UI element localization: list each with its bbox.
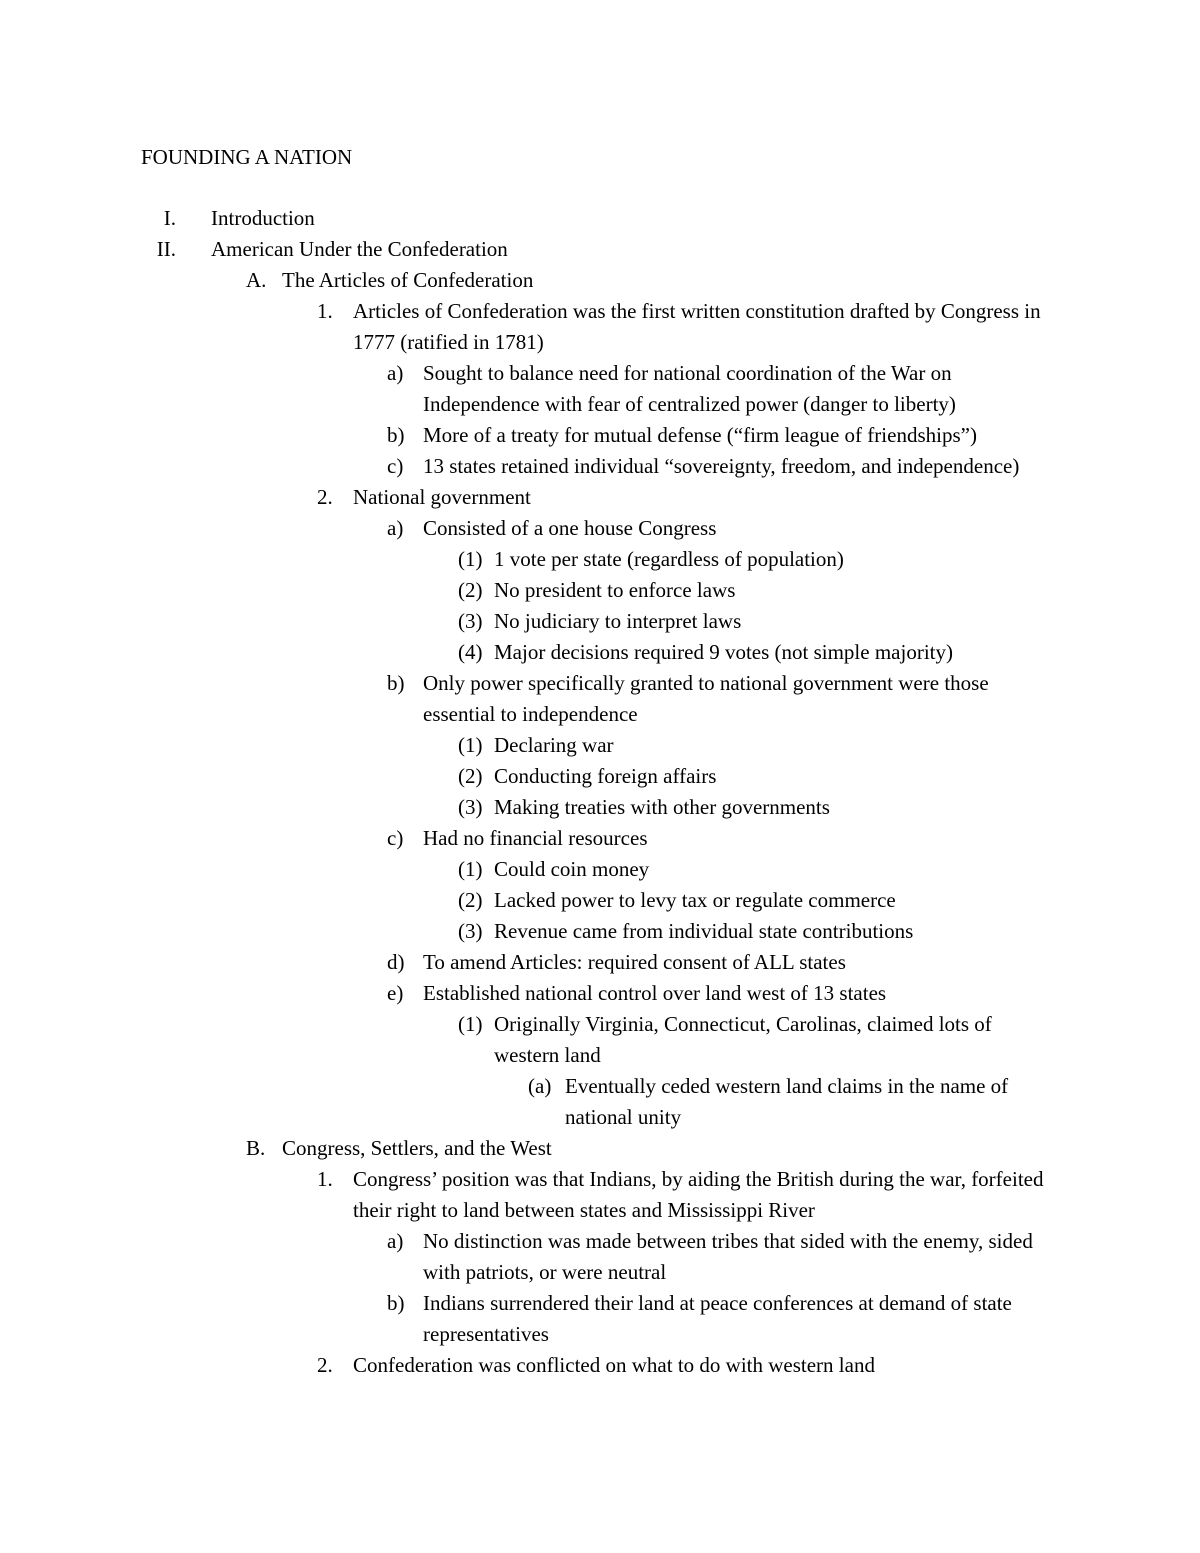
outline-item-level-5 xyxy=(0,730,1200,761)
outline-text: Confederation was conflicted on what to do with western land xyxy=(353,1353,875,1377)
outline-item-level-3 xyxy=(0,482,1200,513)
outline-marker: d) xyxy=(387,950,405,974)
outline-marker: (a) xyxy=(528,1074,552,1098)
outline-item-level-5 xyxy=(0,637,1200,668)
outline-text: 13 states retained individual “sovereignty, freedom, and independence) xyxy=(423,454,1020,478)
outline-item-level-5 xyxy=(0,792,1200,823)
outline-text: No judiciary to interpret laws xyxy=(494,609,742,633)
outline-marker: (2) xyxy=(458,888,483,912)
page-title: FOUNDING A NATION xyxy=(141,145,353,169)
outline-marker: (3) xyxy=(458,795,483,819)
outline-text: The Articles of Confederation xyxy=(282,268,534,292)
outline-marker: 2. xyxy=(317,485,333,509)
outline-text: Conducting foreign affairs xyxy=(494,764,717,788)
outline-item-level-4 xyxy=(0,978,1200,1009)
outline-text: Congress, Settlers, and the West xyxy=(282,1136,552,1160)
outline-item-level-4 xyxy=(0,451,1200,482)
outline-text: To amend Articles: required consent of ALL states xyxy=(423,950,846,974)
outline-text: Major decisions required 9 votes (not simple majority) xyxy=(494,640,953,664)
outline-text: Only power specifically granted to national government were those essential to independence xyxy=(423,671,989,726)
outline-marker: (2) xyxy=(458,764,483,788)
outline-text: Declaring war xyxy=(494,733,614,757)
outline-item-level-5 xyxy=(0,885,1200,916)
outline-marker: b) xyxy=(387,671,405,695)
outline-item-level-5 xyxy=(0,761,1200,792)
outline-text: Sought to balance need for national coordination of the War on Independence with fear of centralized power (danger to liberty) xyxy=(423,361,956,416)
outline-marker: (1) xyxy=(458,733,483,757)
outline-text: Articles of Confederation was the first written constitution drafted by Congress in 1777 (ratified in 1781) xyxy=(353,299,1041,354)
outline-item-level-2 xyxy=(0,1133,1200,1164)
outline-text: Could coin money xyxy=(494,857,650,881)
outline-marker: II. xyxy=(156,237,176,261)
outline-item-level-5 xyxy=(0,1009,1200,1071)
outline-marker: (3) xyxy=(458,609,483,633)
outline-marker: 2. xyxy=(317,1353,333,1377)
outline-text: Originally Virginia, Connecticut, Carolinas, claimed lots of western land xyxy=(494,1012,992,1067)
outline-item-level-4 xyxy=(0,420,1200,451)
outline-marker: (1) xyxy=(458,1012,483,1036)
outline-list xyxy=(0,203,1200,1381)
outline-text: Introduction xyxy=(211,206,315,230)
outline-marker: (1) xyxy=(458,547,483,571)
outline-marker: b) xyxy=(387,1291,405,1315)
outline-marker: 1. xyxy=(317,299,333,323)
outline-text: No distinction was made between tribes that sided with the enemy, sided with patriots, or were neutral xyxy=(423,1229,1033,1284)
outline-text: Established national control over land west of 13 states xyxy=(423,981,887,1005)
outline-marker: (4) xyxy=(458,640,483,664)
outline-item-level-5 xyxy=(0,854,1200,885)
outline-marker: a) xyxy=(387,1229,404,1253)
outline-text: Congress’ position was that Indians, by aiding the British during the war, forfeited their right to land between states and Mississippi River xyxy=(353,1167,1044,1222)
outline-text: Revenue came from individual state contributions xyxy=(494,919,914,943)
outline-marker: 1. xyxy=(317,1167,333,1191)
outline-marker: a) xyxy=(387,516,404,540)
outline-item-level-5 xyxy=(0,575,1200,606)
outline-text: More of a treaty for mutual defense (“firm league of friendships”) xyxy=(423,423,977,447)
outline-item-level-4 xyxy=(0,1226,1200,1288)
outline-item-level-6 xyxy=(0,1071,1200,1133)
outline-text: 1 vote per state (regardless of population) xyxy=(494,547,844,571)
outline-item-level-3 xyxy=(0,1350,1200,1381)
outline-item-level-1 xyxy=(0,234,1200,265)
outline-item-level-5 xyxy=(0,916,1200,947)
outline-marker: b) xyxy=(387,423,405,447)
outline-text: Lacked power to levy tax or regulate commerce xyxy=(494,888,896,912)
outline-item-level-1 xyxy=(0,203,1200,234)
outline-marker: e) xyxy=(387,981,404,1005)
outline-text: No president to enforce laws xyxy=(494,578,736,602)
outline-text: Indians surrendered their land at peace conferences at demand of state representatives xyxy=(423,1291,1012,1346)
outline-item-level-4 xyxy=(0,823,1200,854)
outline-marker: c) xyxy=(387,454,404,478)
outline-text: Had no financial resources xyxy=(423,826,648,850)
outline-item-level-4 xyxy=(0,358,1200,420)
outline-item-level-4 xyxy=(0,668,1200,730)
outline-item-level-3 xyxy=(0,1164,1200,1226)
outline-item-level-3 xyxy=(0,296,1200,358)
outline-text: Eventually ceded western land claims in the name of national unity xyxy=(565,1074,1009,1129)
outline-item-level-5 xyxy=(0,544,1200,575)
outline-marker: (3) xyxy=(458,919,483,943)
outline-marker: a) xyxy=(387,361,404,385)
outline-text: American Under the Confederation xyxy=(211,237,508,261)
outline-item-level-5 xyxy=(0,606,1200,637)
outline-marker: c) xyxy=(387,826,404,850)
outline-item-level-4 xyxy=(0,513,1200,544)
outline-item-level-4 xyxy=(0,947,1200,978)
outline-text: National government xyxy=(353,485,531,509)
outline-item-level-4 xyxy=(0,1288,1200,1350)
outline-marker: I. xyxy=(163,206,176,230)
outline-item-level-2 xyxy=(0,265,1200,296)
outline-marker: (1) xyxy=(458,857,483,881)
outline-marker: B. xyxy=(246,1136,266,1160)
outline-marker: (2) xyxy=(458,578,483,602)
outline-marker: A. xyxy=(246,268,267,292)
outline-text: Making treaties with other governments xyxy=(494,795,830,819)
outline-text: Consisted of a one house Congress xyxy=(423,516,717,540)
